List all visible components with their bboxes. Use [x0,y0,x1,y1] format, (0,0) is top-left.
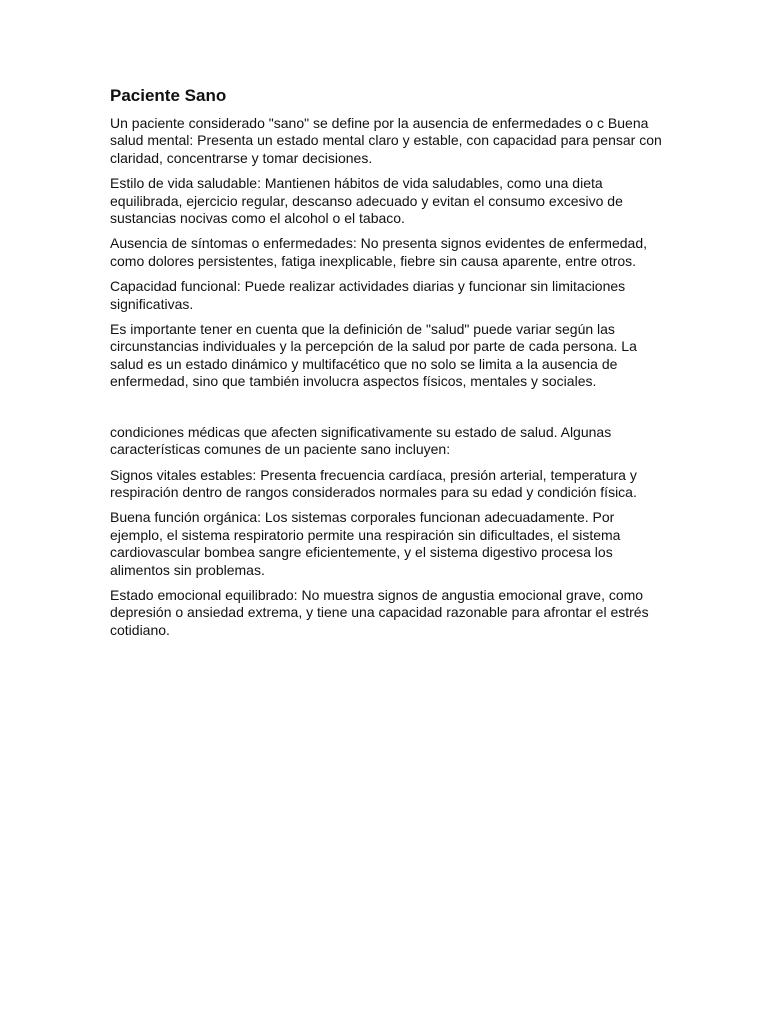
paragraph-functional-capacity: Capacidad funcional: Puede realizar actividades diarias y funcionar sin limitaciones significativas. [110,278,626,312]
section-spacer [110,399,665,424]
document-title: Paciente Sano [110,86,227,105]
paragraph-conditions: condiciones médicas que afecten significativamente su estado de salud. Algunas características comunes de un paciente sano incluyen: [110,423,612,458]
paragraph-lifestyle: Estilo de vida saludable: Mantienen hábitos de vida saludables, como una dieta equilibrada, ejercicio regular, descanso adecuado y evitan el consumo excesivo de sustancias nocivas como el alcohol o el tabaco. [110,175,623,227]
paragraph-vital-signs: Signos vitales estables: Presenta frecuencia cardíaca, presión arterial, temperatura y respiración dentro de rangos considerados normales para su edad y condición física. [110,466,637,500]
paragraph-organic-function: Buena función orgánica: Los sistemas corporales funcionan adecuadamente. Por ejemplo, el sistema respiratorio permite una respiración sin dificultades, el sistema cardiovascular bombea sangre eficientemente, y el sistema digestivo procesa los alimentos sin problemas. [110,509,621,578]
paragraph-intro: Un paciente considerado "sano" se define por la ausencia de enfermedades o c Buena salud mental: Presenta un estado mental claro y estable, con capacidad para pensar con claridad, concentrarse y tomar decisiones. [110,115,662,166]
paragraph-no-symptoms: Ausencia de síntomas o enfermedades: No presenta signos evidentes de enfermedad, como dolores persistentes, fatiga inexplicable, fiebre sin causa aparente, entre otros. [110,235,647,269]
paragraph-emotional-state: Estado emocional equilibrado: No muestra signos de angustia emocional grave, como depresión o ansiedad extrema, y tiene una capacidad razonable para afrontar el estrés cotidiano. [110,586,649,638]
paragraph-health-definition: Es importante tener en cuenta que la definición de "salud" puede variar según las circunstancias individuales y la percepción de la salud por parte de cada persona. La salud es un estado dinámico y multifacético que no solo se limita a la ausencia de enfermedad, sino que también involucra aspectos físicos, mentales y sociales. [110,321,637,390]
document-page [110,86,665,647]
